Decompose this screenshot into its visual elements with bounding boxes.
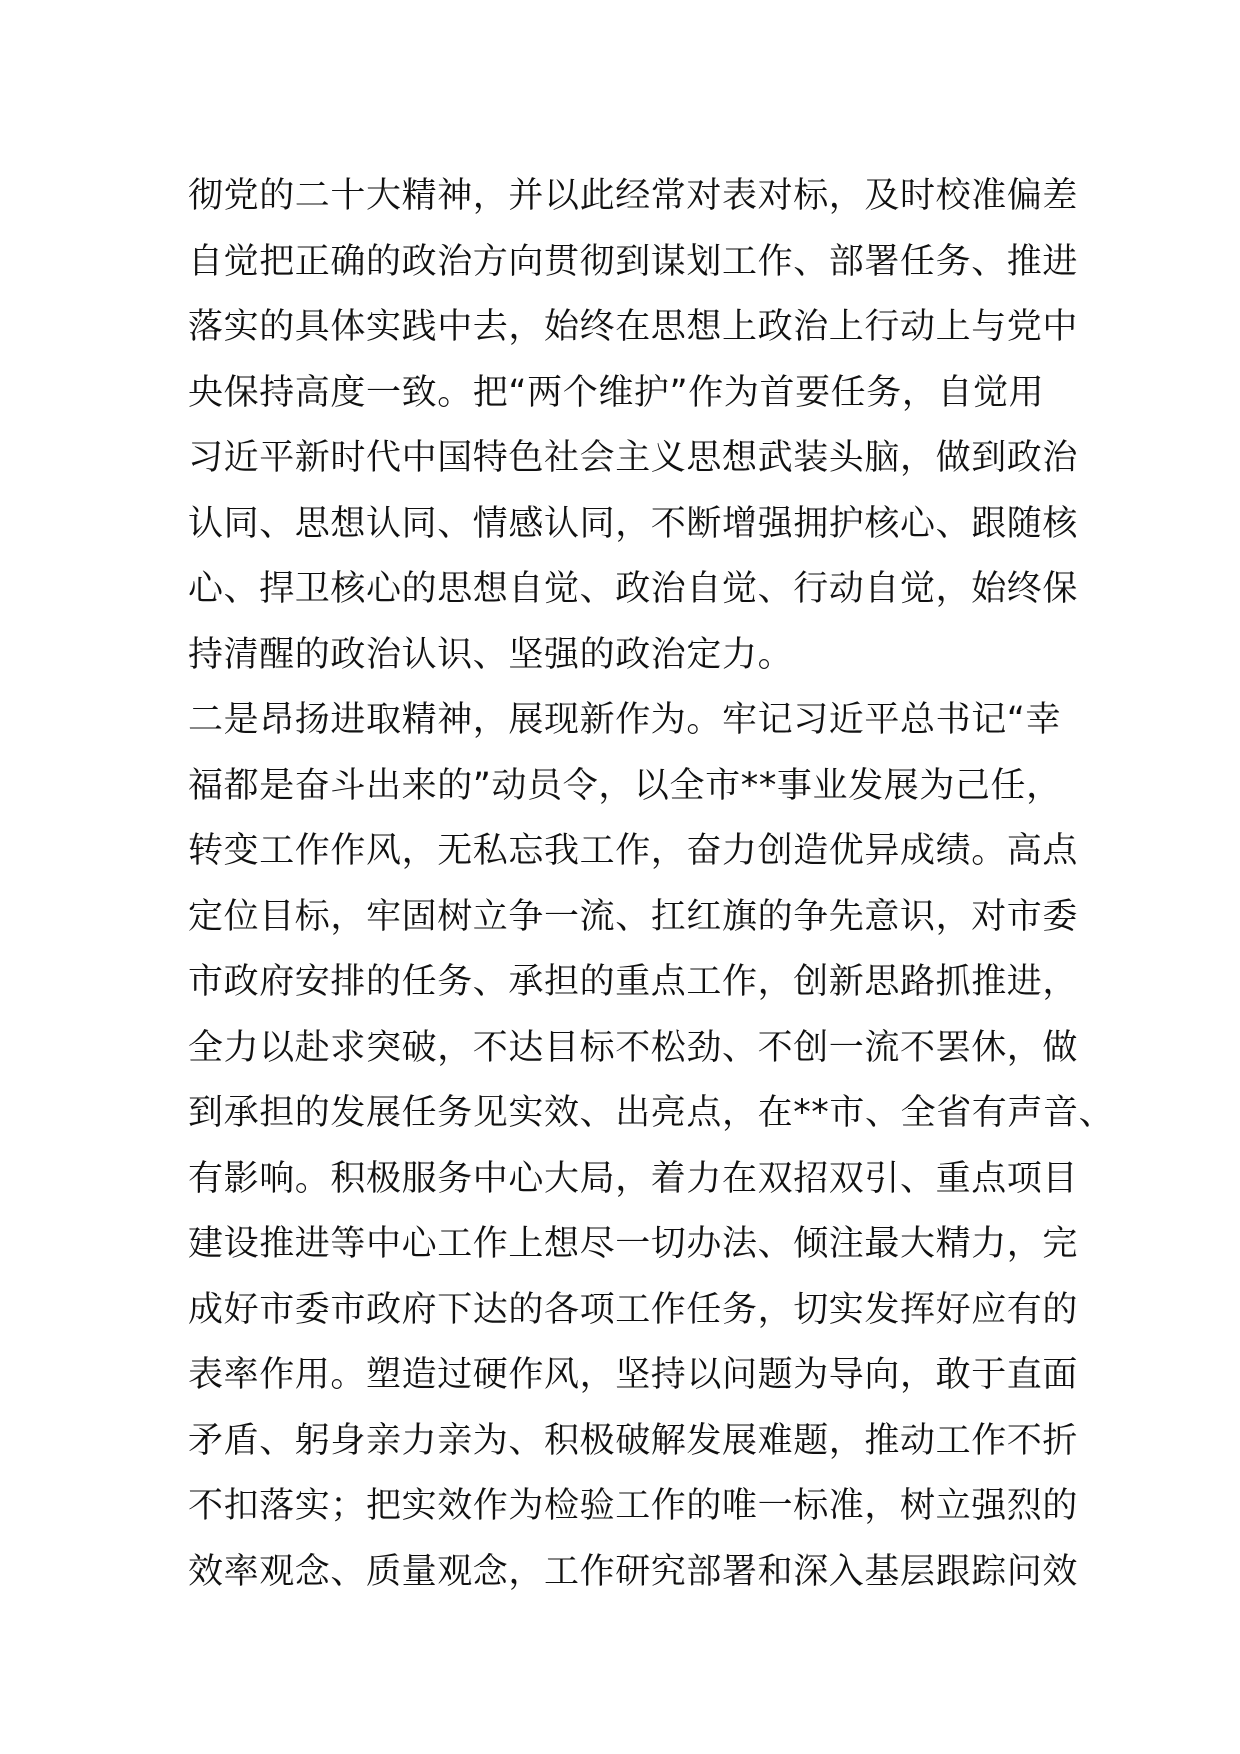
- text-line: 落实的具体实践中去，始终在思想上政治上行动上与党中: [188, 307, 1079, 347]
- text-line: 成好市委市政府下达的各项工作任务，切实发挥好应有的: [188, 1289, 1079, 1330]
- text-line: 二是昂扬进取精神，展现新作为。牢记习近平总书记“幸: [188, 700, 1062, 740]
- text-line: 转变工作作风，无私忘我工作，奋力创造优异成绩。高点: [188, 831, 1079, 871]
- text-line: 心、捍卫核心的思想自觉、政治自觉、行动自觉，始终保: [188, 569, 1079, 609]
- text-line: 彻党的二十大精神，并以此经常对表对标，及时校准偏差: [188, 176, 1079, 216]
- text-line: 到承担的发展任务见实效、出亮点，在**市、全省有声音、: [188, 1093, 1115, 1133]
- text-line: 不扣落实；把实效作为检验工作的唯一标准，树立强烈的: [188, 1486, 1079, 1526]
- text-line: 表率作用。塑造过硬作风，坚持以问题为导向，敢于直面: [188, 1355, 1079, 1395]
- text-line: 福都是奋斗出来的”动员令，以全市**事业发展为己任，: [188, 765, 1062, 806]
- text-line: 习近平新时代中国特色社会主义思想武装头脑，做到政治: [188, 438, 1079, 478]
- text-line: 认同、思想认同、情感认同，不断增强拥护核心、跟随核: [188, 503, 1079, 544]
- text-line: 全力以赴求突破，不达目标不松劲、不创一流不罢休，做: [188, 1027, 1079, 1068]
- body-text: [188, 164, 1115, 1605]
- text-line: 有影响。积极服务中心大局，着力在双招双引、重点项目: [188, 1158, 1079, 1199]
- text-line: 持清醒的政治认识、坚强的政治定力。: [188, 634, 794, 675]
- text-line: 矛盾、躬身亲力亲为、积极破解发展难题，推动工作不折: [188, 1420, 1079, 1461]
- text-line: 自觉把正确的政治方向贯彻到谋划工作、部署任务、推进: [188, 241, 1079, 282]
- text-line: 市政府安排的任务、承担的重点工作，创新思路抓推进，: [188, 962, 1079, 1002]
- text-line: 定位目标，牢固树立争一流、扛红旗的争先意识，对市委: [188, 896, 1079, 937]
- text-line: 建设推进等中心工作上想尽一切办法、倾注最大精力，完: [188, 1224, 1079, 1264]
- text-line: 效率观念、质量观念，工作研究部署和深入基层跟踪问效: [188, 1551, 1079, 1592]
- text-line: 央保持高度一致。把“两个维护”作为首要任务，自觉用: [188, 372, 1045, 413]
